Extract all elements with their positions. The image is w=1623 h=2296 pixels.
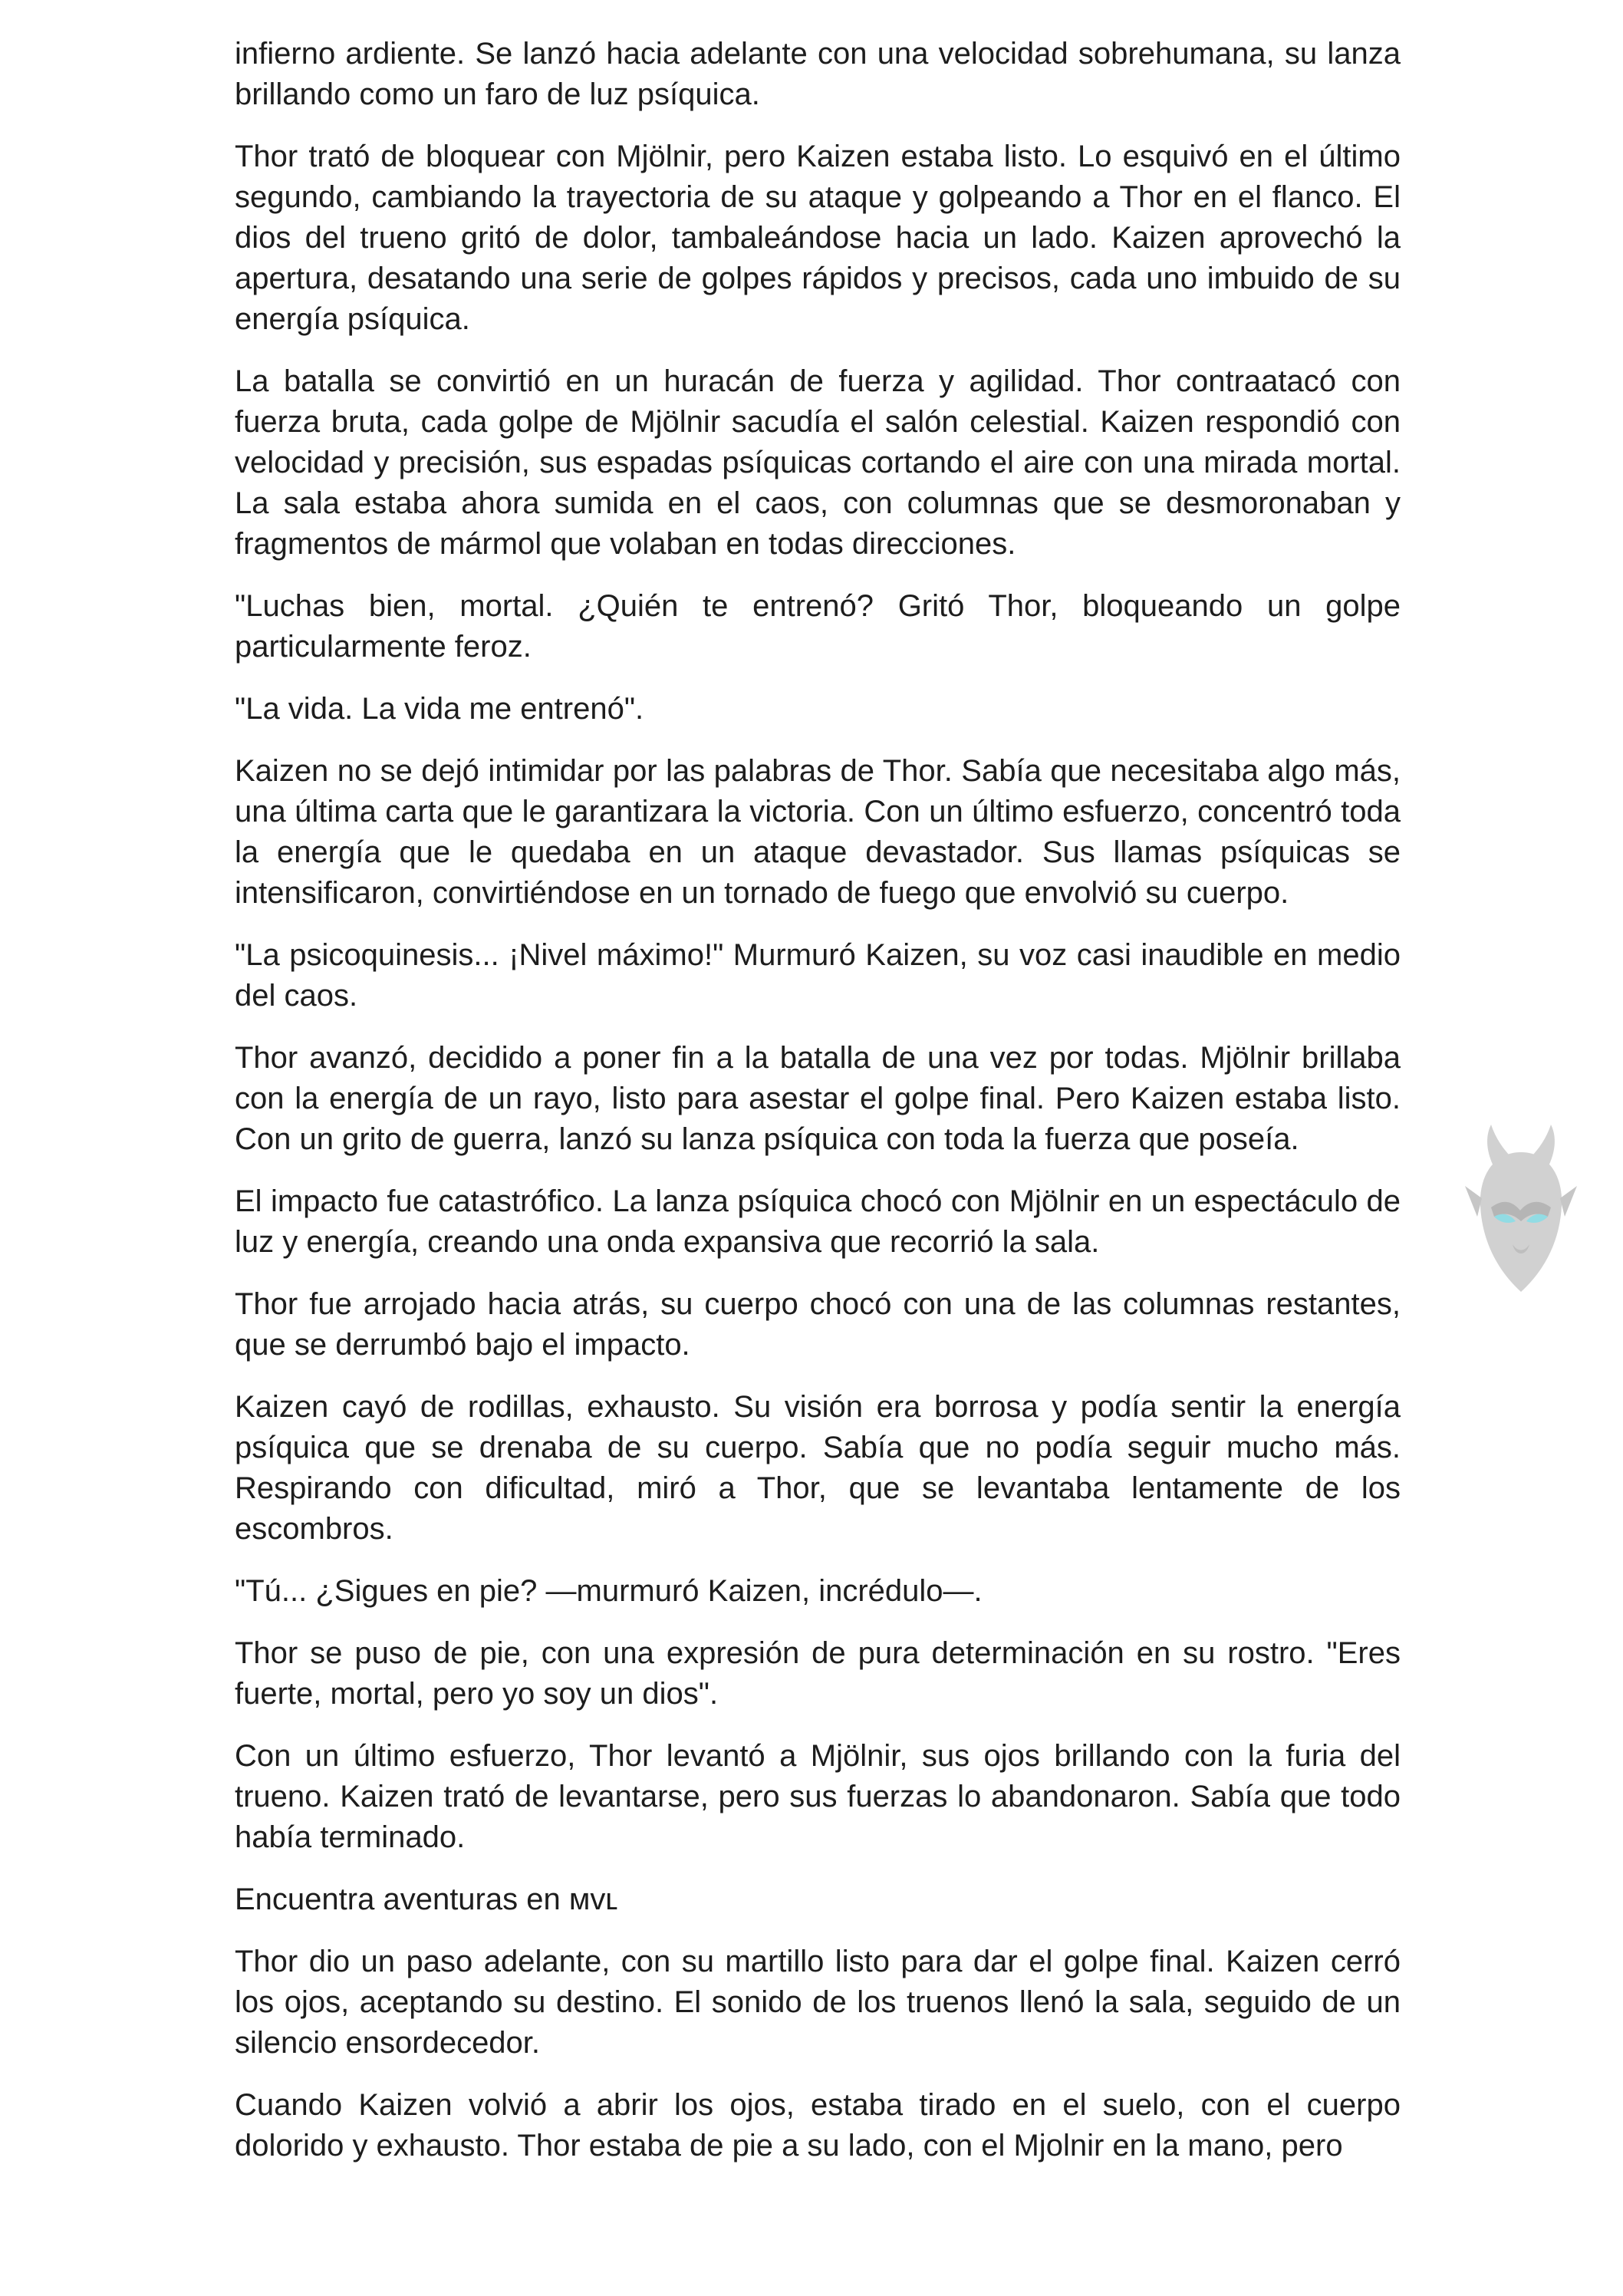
paragraph-11: Kaizen cayó de rodillas, exhausto. Su visión era borrosa y podía sentir la energía psíquica que se drenaba de su cuerpo. Sabía que no podía seguir mucho más. Respirando con dificultad, miró a Thor, que se levantaba lentamente de los escombros. (235, 1390, 1401, 1546)
document-body (235, 34, 1401, 2188)
paragraph-13: Thor se puso de pie, con una expresión de pura determinación en su rostro. "Eres fuerte, mortal, pero yo soy un dios". (235, 1636, 1401, 1711)
paragraph-1: infierno ardiente. Se lanzó hacia adelante con una velocidad sobrehumana, su lanza brillando como un faro de luz psíquica. (235, 37, 1401, 111)
paragraph-5: "La vida. La vida me entrenó". (235, 692, 644, 726)
demon-head-icon (1463, 1122, 1579, 1298)
paragraph-16: Cuando Kaizen volvió a abrir los ojos, estaba tirado en el suelo, con el cuerpo dolorido y exhausto. Thor estaba de pie a su lado, con el Mjolnir en la mano, pero (235, 2088, 1401, 2163)
paragraph-6: Kaizen no se dejó intimidar por las palabras de Thor. Sabía que necesitaba algo más, una última carta que le garantizara la victoria. Con un último esfuerzo, concentró toda la energía que le quedaba en un ataque devastador. Sus llamas psíquicas se intensificaron, convirtiéndose en un tornado de fuego que envolvió su cuerpo. (235, 754, 1401, 910)
paragraph-8: Thor avanzó, decidido a poner fin a la batalla de una vez por todas. Mjölnir brillaba con la energía de un rayo, listo para asestar el golpe final. Pero Kaizen estaba listo. Con un grito de guerra, lanzó su lanza psíquica con toda la fuerza que poseía. (235, 1041, 1401, 1156)
paragraph-2: Thor trató de bloquear con Mjölnir, pero Kaizen estaba listo. Lo esquivó en el último segundo, cambiando la trayectoria de su ataque y golpeando a Thor en el flanco. El dios del trueno gritó de dolor, tambaleándose hacia un lado. Kaizen aprovechó la apertura, desatando una serie de golpes rápidos y precisos, cada uno imbuido de su energía psíquica. (235, 140, 1401, 336)
paragraph-10: Thor fue arrojado hacia atrás, su cuerpo chocó con una de las columnas restantes, que se derrumbó bajo el impacto. (235, 1287, 1401, 1362)
paragraph-9: El impacto fue catastrófico. La lanza psíquica chocó con Mjölnir en un espectáculo de luz y energía, creando una onda expansiva que recorrió la sala. (235, 1184, 1401, 1259)
paragraph-3: La batalla se convirtió en un huracán de fuerza y agilidad. Thor contraatacó con fuerza bruta, cada golpe de Mjölnir sacudía el salón celestial. Kaizen respondió con velocidad y precisión, sus espadas psíquicas cortando el aire con una mirada mortal. La sala estaba ahora sumida en el caos, con columnas que se desmoronaban y fragmentos de mármol que volaban en todas direcciones. (235, 364, 1401, 561)
paragraph-15: Thor dio un paso adelante, con su martillo listo para dar el golpe final. Kaizen cerró los ojos, aceptando su destino. El sonido de los truenos llenó la sala, seguido de un silencio ensordecedor. (235, 1945, 1401, 2060)
promo-line: Encuentra aventuras en ᴍᴠʟ (235, 1883, 618, 1916)
paragraph-14: Con un último esfuerzo, Thor levantó a Mjölnir, sus ojos brillando con la furia del trueno. Kaizen trató de levantarse, pero sus fuerzas lo abandonaron. Sabía que todo había terminado. (235, 1739, 1401, 1854)
paragraph-4: "Luchas bien, mortal. ¿Quién te entrenó? Gritó Thor, bloqueando un golpe particularmente feroz. (235, 589, 1401, 664)
paragraph-12: "Tú... ¿Sigues en pie? —murmuró Kaizen, incrédulo—. (235, 1574, 983, 1608)
paragraph-7: "La psicoquinesis... ¡Nivel máximo!" Murmuró Kaizen, su voz casi inaudible en medio del caos. (235, 938, 1401, 1013)
